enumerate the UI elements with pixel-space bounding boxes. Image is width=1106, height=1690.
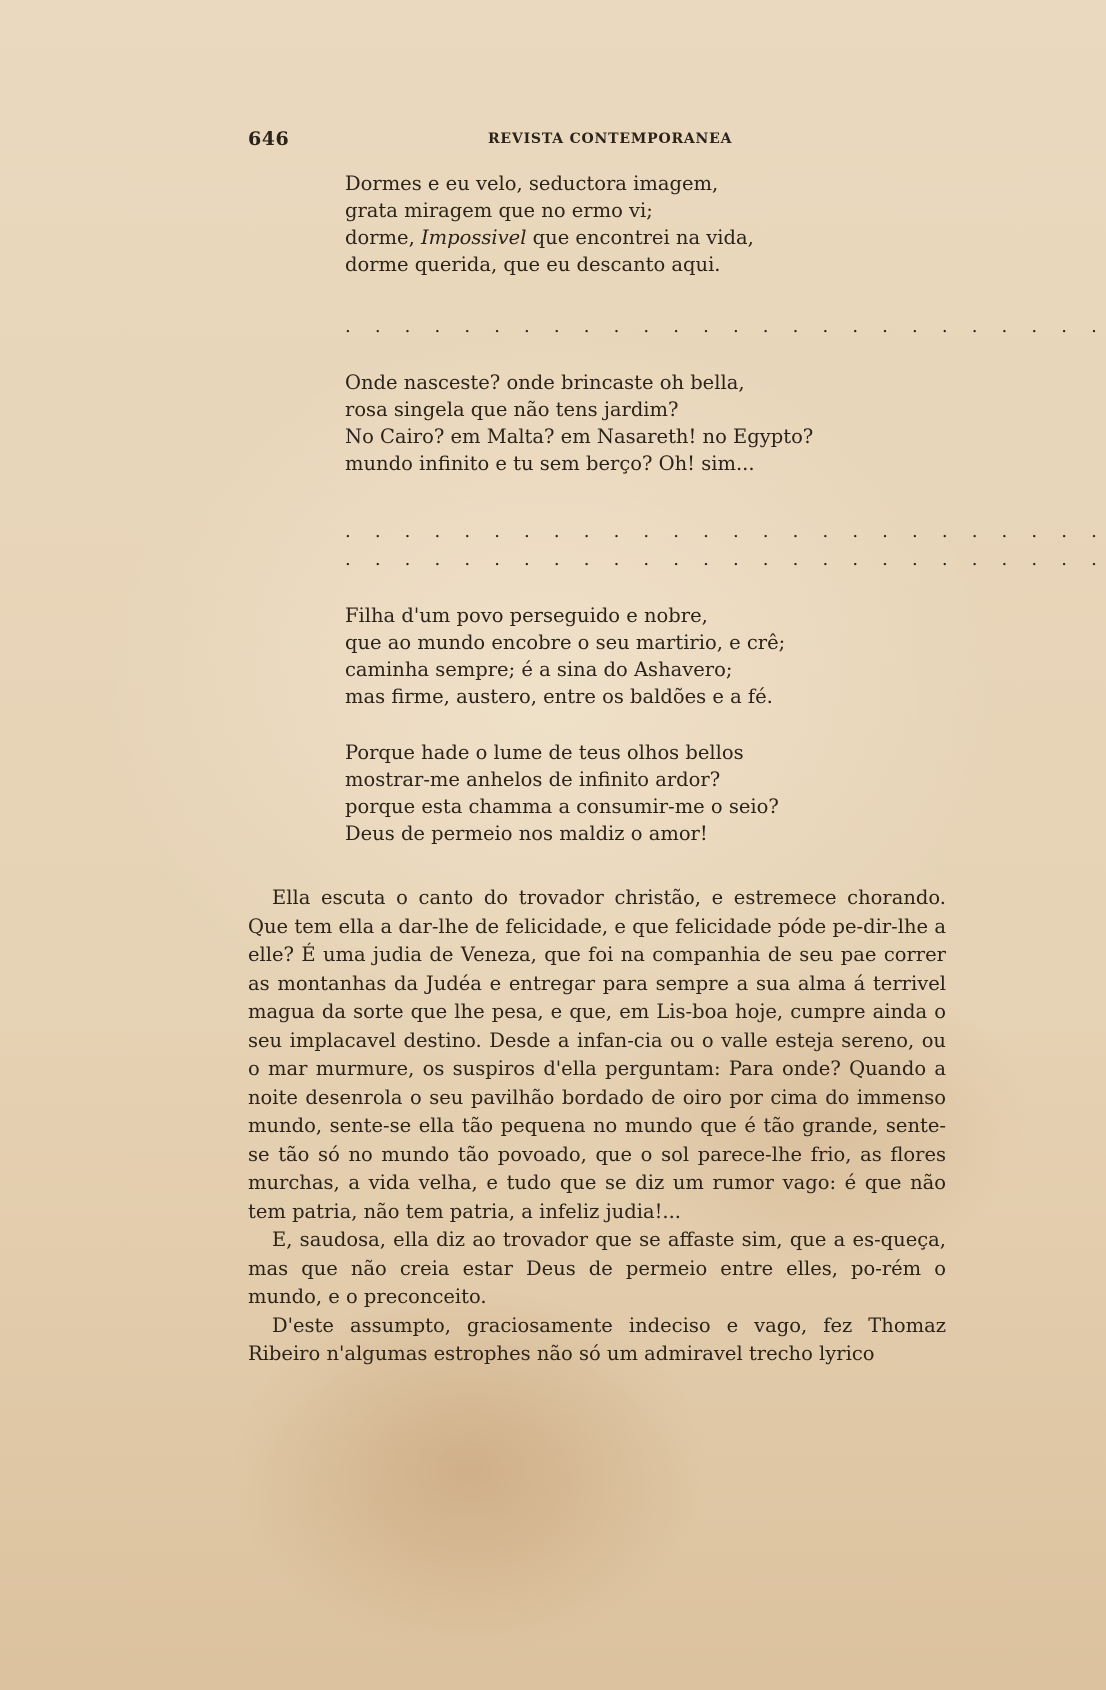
verse-line: caminha sempre; é a sina do Ashavero; [345,658,733,681]
verse-line: mostrar-me anhelos de infinito ardor? [345,768,721,791]
paragraph: Ella escuta o canto do trovador christão, e estremece chorando. Que tem ella a dar-lhe de felicidade, e que felicidade póde pe-dir-lhe a elle? É uma judia de Veneza, que foi na companhia de seu pae correr as montanhas da Judéa e entregar para sempre a sua alma á terrivel magua da sorte que lhe pesa, e que, em Lis-boa hoje, cumpre ainda o seu implacavel destino. Desde a infan-cia ou o valle esteja sereno, ou o mar murmure, os suspiros d'ella perguntam: Para onde? Quando a noite desenrola o seu pavilhão bordado de oiro por cima do immenso mundo, sente-se ella tão pequena no mundo que é tão grande, sente-se tão só no mundo tão povoado, que o sol parece-lhe frio, as flores murchas, a vida velha, e tudo que se diz um rumor vago: é que não tem patria, não tem patria, a infeliz judia!... [248,886,946,1223]
verse-line: mas firme, austero, entre os baldões e a fé. [345,685,773,708]
verse-line: rosa singela que não tens jardim? [345,398,679,421]
verse-line: grata miragem que no ermo vi; [345,199,653,222]
paragraph: D'este assumpto, graciosamente indeciso e vago, fez Thomaz Ribeiro n'algumas estrophes não só um admiravel trecho lyrico [248,1313,946,1365]
ellipsis-row: . . . . . . . . . . . . . . . . . . . . . . . . . . [345,549,1106,570]
ellipsis-row: . . . . . . . . . . . . . . . . . . . . . . . . . . [345,521,1106,542]
verse-line: mundo infinito e tu sem berço? Oh! sim... [345,452,755,475]
verse-line: Porque hade o lume de teus olhos bellos [345,741,744,764]
verse-line: No Cairo? em Malta? em Nasareth! no Egypto? [345,425,814,448]
italic-word: Impossivel [420,226,527,249]
verse-line: que ao mundo encobre o seu martirio, e crê; [345,631,786,654]
prose-body [248,884,946,1369]
verse-line: Filha d'um povo perseguido e nobre, [345,604,708,627]
verse-line: porque esta chamma a consumir-me o seio? [345,795,779,818]
ellipsis-row: . . . . . . . . . . . . . . . . . . . . . . . . . . [345,316,1106,337]
running-title: REVISTA CONTEMPORANEA [488,131,733,147]
poem-stanza-2 [345,369,905,477]
verse-line: dorme querida, que eu descanto aqui. [345,253,721,276]
poem-stanza-3 [345,602,905,710]
verse-line: dorme, Impossivel que encontrei na vida, [345,226,754,249]
page-header [248,128,948,152]
poem-stanza-4 [345,739,905,847]
paragraph: E, saudosa, ella diz ao trovador que se affaste sim, que a es-queça, mas que não creia estar Deus de permeio entre elles, po-rém o mundo, e o preconceito. [248,1228,946,1308]
poem-stanza-1 [345,170,905,278]
page-number: 646 [248,128,290,150]
verse-line: Dormes e eu velo, seductora imagem, [345,172,719,195]
verse-line: Deus de permeio nos maldiz o amor! [345,822,708,845]
verse-line: Onde nasceste? onde brincaste oh bella, [345,371,745,394]
